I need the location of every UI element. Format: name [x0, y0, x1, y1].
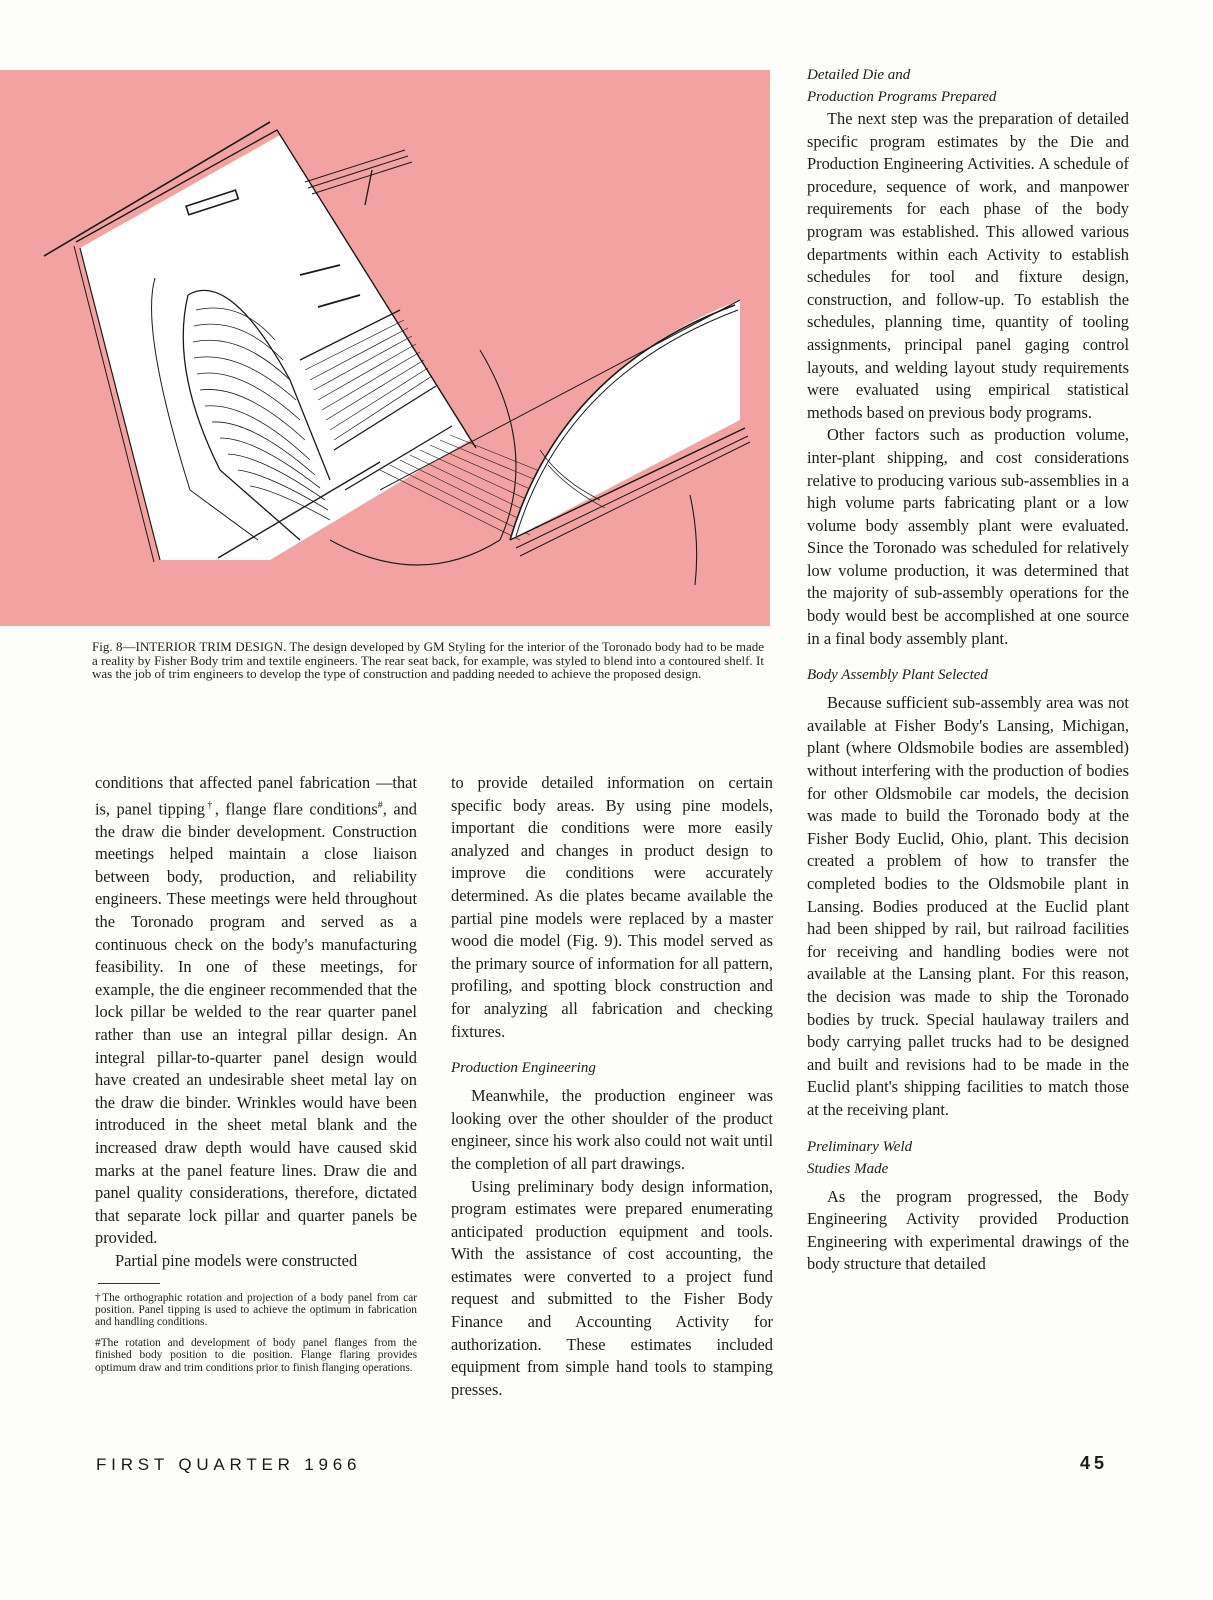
issue-label: FIRST QUARTER 1966 — [96, 1455, 362, 1474]
section-heading-detailed-die — [807, 64, 1129, 108]
footnote-marker-hash: # — [377, 799, 383, 811]
paragraph: The next step was the preparation of detailed specific program estimates by the Die and Production Engineering Activities. A schedule of procedure, sequence of work, and manpower requirements for each phase of the body program was established. This allowed various departments within each Activity to establish schedules for tool and fixture design, construction, and follow-up. To establish the schedules, planning time, quantity of tooling assignments, principal panel gaging control layouts, and welding layout study requirements were evaluated using empirical statistical methods based on previous body programs. — [807, 109, 1129, 422]
paragraph: Meanwhile, the production engineer was looking over the other shoulder of the product engineer, since his work also could not wait until the completion of all part drawings. — [451, 1086, 773, 1173]
column-3 — [807, 64, 1129, 1276]
paragraph: Because sufficient sub-assembly area was not available at Fisher Body's Lansing, Michigan, plant (where Oldsmobile bodies are assembled) without interfering with the production of bodies for other Oldsmobile car models, the decision was made to build the Toronado body at the Fisher Body Euclid, Ohio, plant. This decision created a problem of how to transfer the completed bodies to the Oldsmobile plant in Lansing. Bodies produced at the Euclid plant had been shipped by rail, but railroad facilities for receiving and handling bodies were not available at the Lansing plant. For this reason, the decision was made to ship the Toronado bodies by truck. Special haulaway trailers and body carrying pallet trucks had to be designed and built and revisions had to be made in the Euclid plant's shipping facilities to match those at the receiving plant. — [807, 693, 1129, 1119]
paragraph: As the program progressed, the Body Engineering Activity provided Production Engineering with experimental drawings of the body structure that detailed — [807, 1186, 1129, 1274]
footnote-dagger: †The orthographic rotation and projection of a body panel from car position. Panel tipping is used to achieve the optimum in fabrication and handling conditions. — [95, 1291, 417, 1329]
heading-line: Preliminary Weld — [807, 1138, 913, 1155]
heading-line: Production Programs Prepared — [807, 89, 997, 105]
column-1 — [95, 772, 417, 1382]
section-heading-production-engineering: Production Engineering — [451, 1060, 596, 1077]
paragraph: Other factors such as production volume, inter-plant shipping, and cost considerations relative to producing various sub-assemblies in a high volume parts fabricating plant or a low volume body assembly plant were evaluated. Since the Toronado was scheduled for relatively low volume production, it was determined that the majority of sub-assembly operations for the body would best be accomplished at one source in a final body assembly plant. — [807, 425, 1129, 648]
footnote-hash: #The rotation and development of body panel flanges from the finished body position to die position. Flange flaring provides optimum draw and trim conditions prior to finish flanging operations. — [95, 1336, 417, 1374]
paragraph: to provide detailed information on certain specific body areas. By using pine models, important die conditions were more easily analyzed and changes in product design to improve die conditions were accurately determined. As die plates became available the partial pine models were replaced by a master wood die model (Fig. 9). This model served as the primary source of information for all pattern, profiling, and spotting block construction and for analyzing all fabrication and checking fixtures. — [451, 773, 773, 1041]
figure-8-illustration — [0, 70, 770, 626]
column-2 — [451, 772, 773, 1401]
footnote-marker-dagger: † — [205, 799, 215, 811]
text-run: , and the draw die binder development. Construction meetings helped maintain a close liaison between body, production, and reliability engineers. These meetings were held throughout the Toronado program and served as a continuous check on the body's manufacturing feasibility. In one of these meetings, for example, the die engineer recommended that the lock pillar be welded to the rear quarter panel rather than use an integral pillar design. An integral pillar-to-quarter panel design would have created an undesirable sheet metal lay on the draw die binder. Wrinkles would have been introduced in the sheet metal blank and the increased draw depth would have caused skid marks at the panel feature lines. Draw die and panel quality considerations, therefore, dictated that separate lock pillar and quarter panels be provided. — [95, 799, 418, 1248]
section-heading-preliminary-weld — [807, 1136, 1129, 1180]
footnote-divider — [98, 1283, 160, 1284]
figure-caption: Fig. 8—INTERIOR TRIM DESIGN. The design developed by GM Styling for the interior of the Toronado body had to be made a reality by Fisher Body trim and textile engineers. The rear seat back, for example, was styled to blend into a contoured shelf. It was the job of trim engineers to develop the type of construction and padding needed to achieve the proposed design. — [92, 639, 764, 682]
text-run: , flange flare conditions — [214, 799, 378, 819]
paragraph — [95, 772, 417, 1250]
section-heading-body-assembly-plant: Body Assembly Plant Selected — [807, 667, 988, 684]
paragraph: Using preliminary body design information, program estimates were prepared enumerating anticipated production equipment and tools. With the assistance of cost accounting, the estimates were converted to a project fund request and submitted to the Fisher Body Finance and Accounting Activity for authorization. These estimates included equipment from simple hand tools to stamping presses. — [451, 1176, 773, 1399]
page-number: 45 — [1080, 1453, 1109, 1473]
interior-trim-drawing-icon — [0, 70, 770, 626]
heading-line: Detailed Die and — [807, 67, 911, 83]
heading-line: Studies Made — [807, 1160, 889, 1177]
text-run: conditions that affected panel fabrication —that is, panel tipping — [95, 773, 417, 819]
paragraph: Partial pine models were constructed — [115, 1250, 358, 1270]
